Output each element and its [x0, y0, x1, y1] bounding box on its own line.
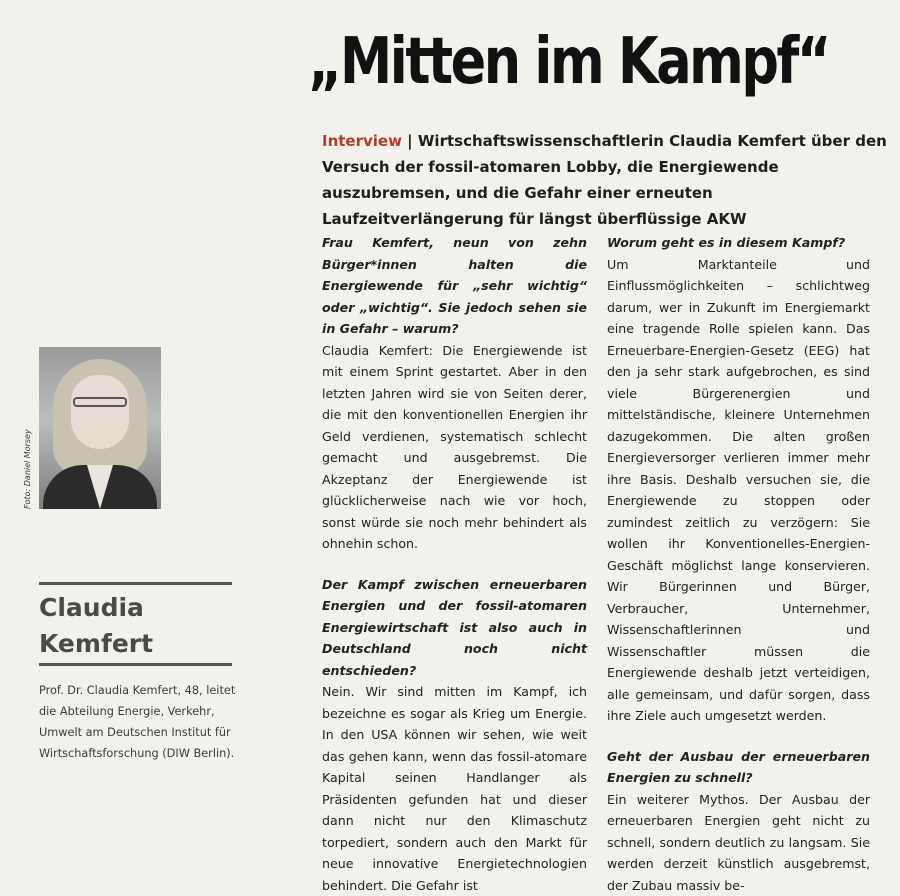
- interview-question: Geht der Ausbau der erneuerbaren Energien zu schnell?: [607, 746, 870, 789]
- photo-credit: Foto: Daniel Morsey: [23, 429, 32, 509]
- interview-answer: Nein. Wir sind mitten im Kampf, ich bezeichne es sogar als Krieg um Energie. In den USA können wir sehen, wie weit das gehen kann, wenn das fossil-atomare Kapital seinen Handlanger als Präsidenten gefunden hat und dieser dann nicht nur den Klimaschutz torpediert, sondern auch den Markt für neue innovative Energietechnologien behindert. Die Gefahr ist: [322, 681, 587, 896]
- sidebar-rule-top: [39, 582, 232, 585]
- article-headline: „Mitten im Kampf“: [308, 18, 792, 106]
- article-column-2: [607, 232, 870, 896]
- person-name: [39, 590, 153, 662]
- interview-question: Frau Kemfert, neun von zehn Bürger*innen halten die Energiewende für „sehr wichtig“ oder „wichtig“. Sie jedoch sehen sie in Gefahr – warum?: [322, 232, 587, 340]
- portrait-face: [71, 375, 129, 449]
- interview-answer: Claudia Kemfert: Die Energiewende ist mit einem Sprint gestartet. Aber in den letzten Jahren wird sie von Seiten derer, die mit den konventionellen Energien ihr Geld verdienen, systematisch schlecht gemacht und ausgebremst. Die Akzeptanz der Energiewende ist glücklicherweise nach wie vor hoch, sonst würde sie noch mehr behindert als ohnehin schon.: [322, 340, 587, 555]
- person-last-name: Kemfert: [39, 626, 153, 662]
- interview-answer: Um Marktanteile und Einflussmöglichkeiten – schlichtweg darum, wer in Zukunft im Energiemarkt eine tragende Rolle spielen kann. Das Erneuerbare-Energien-Gesetz (EEG) hat den ja sehr stark aufgebrochen, es sind viele Bürgerenergien und mittelständische, kleinere Unternehmen dazugekommen. Die alten großen Energieversorger verlieren immer mehr ihre Basis. Deshalb versuchen sie, die Energiewende zu stoppen oder zumindest zeitlich zu verzögern: Sie wollen ihr Konventionelles-Energien-Geschäft möglichst lange konservieren. Wir Bürgerinnen und Bürger, Verbraucher, Unternehmer, Wissenschaftlerinnen und Wissenschaftler müssen die Energiewende deshalb jetzt verteidigen, alle gemeinsam, und dafür sorgen, dass ihre Ziele auch umgesetzt werden.: [607, 254, 870, 727]
- sidebar-rule-bottom: [39, 663, 232, 666]
- lead-separator: |: [402, 132, 418, 150]
- interview-answer: Ein weiterer Mythos. Der Ausbau der erneuerbaren Energien geht nicht zu schnell, sondern deutlich zu langsam. Sie werden derzeit künstlich ausgebremst, der Zubau massiv be-: [607, 789, 870, 896]
- article-lead: [322, 128, 887, 232]
- portrait-photo: [39, 347, 161, 509]
- lead-kicker: Interview: [322, 132, 402, 150]
- article-column-1: [322, 232, 587, 896]
- person-bio: Prof. Dr. Claudia Kemfert, 48, leitet die Abteilung Energie, Verkehr, Umwelt am Deutschen Institut für Wirtschaftsforschung (DIW Berlin).: [39, 680, 239, 764]
- interview-question: Worum geht es in diesem Kampf?: [607, 232, 870, 254]
- lead-text: Wirtschaftswissenschaftlerin Claudia Kemfert über den Versuch der fossil-atomaren Lobby, die Energiewende auszubremsen, und die Gefahr einer erneuten Laufzeitverlängerung für längst überflüssige AKW: [322, 132, 887, 228]
- person-first-name: Claudia: [39, 590, 153, 626]
- portrait-glasses: [73, 397, 127, 407]
- interview-question: Der Kampf zwischen erneuerbaren Energien und der fossil-atomaren Energiewirtschaft ist also auch in Deutschland noch nicht entschieden?: [322, 574, 587, 682]
